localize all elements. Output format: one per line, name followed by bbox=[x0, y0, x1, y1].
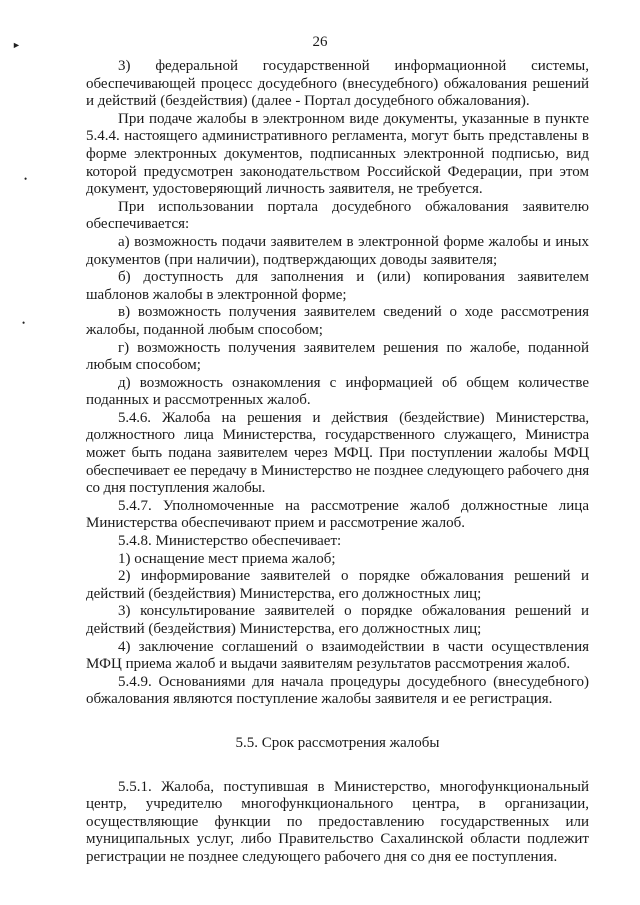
paragraph: При подаче жалобы в электронном виде документы, указанные в пункте 5.4.4. настоящего административного регламента, могут быть представлены в форме электронных документов, подписанных электронной подписью, вид которой предусмотрен законодательством Российской Федерации, при этом документ, удостоверяющий личность заявителя, не требуется. bbox=[86, 110, 589, 198]
margin-mark-3: • bbox=[22, 318, 26, 328]
paragraph: 5.5.1. Жалоба, поступившая в Министерство, многофункциональный центр, учредителю многофункционального центра, в организации, осуществляющие функции по предоставлению государственных или муниципальных услуг, либо Правительство Сахалинской области подлежит регистрации не позднее следующего рабочего дня со дня ее поступления. bbox=[86, 778, 589, 865]
paragraph: д) возможность ознакомления с информацией об общем количестве поданных и рассмотренных жалоб. bbox=[86, 374, 589, 409]
page-number: 26 bbox=[312, 34, 328, 50]
paragraph: 4) заключение соглашений о взаимодействии в части осуществления МФЦ приема жалоб и выдачи заявителям результатов рассмотрения жалоб. bbox=[86, 638, 589, 673]
paragraph: 3) консультирование заявителей о порядке обжалования решений и действий (бездействия) Министерства, его должностных лиц; bbox=[86, 603, 589, 637]
paragraph: 1) оснащение мест приема жалоб; bbox=[118, 550, 336, 567]
margin-mark-2: • bbox=[24, 174, 28, 184]
paragraph: 3) федеральной государственной информационной системы, обеспечивающей процесс досудебного (внесудебного) обжалования решений и действий (бездействия) (далее - Портал досудебного обжалования). bbox=[86, 58, 589, 110]
paragraph: б) доступность для заполнения и (или) копирования заявителем шаблонов жалобы в электронной форме; bbox=[86, 269, 589, 303]
paragraph: г) возможность получения заявителем решения по жалобе, поданной любым способом; bbox=[86, 339, 589, 374]
paragraph: 5.4.6. Жалоба на решения и действия (бездействие) Министерства, должностного лица Министерства, государственного служащего, Министра может быть подана заявителем через МФЦ. При поступлении жалобы МФЦ обеспечивает ее передачу в Министерство не позднее следующего рабочего дня со дня поступления жалобы. bbox=[86, 409, 589, 497]
margin-mark-1: ► bbox=[12, 40, 21, 50]
paragraph: 5.4.7. Уполномоченные на рассмотрение жалоб должностные лица Министерства обеспечивают прием и рассмотрение жалоб. bbox=[86, 497, 589, 532]
paragraph: 5.4.8. Министерство обеспечивает: bbox=[118, 533, 342, 550]
section-heading: 5.5. Срок рассмотрения жалобы bbox=[235, 734, 440, 751]
paragraph: 5.4.9. Основаниями для начала процедуры досудебного (внесудебного) обжалования являются поступление жалобы заявителя и ее регистрация. bbox=[86, 673, 589, 708]
paragraph: в) возможность получения заявителем сведений о ходе рассмотрения жалобы, поданной любым способом; bbox=[86, 304, 589, 338]
paragraph: При использовании портала досудебного обжалования заявителю обеспечивается: bbox=[86, 198, 589, 233]
paragraph: 2) информирование заявителей о порядке обжалования решений и действий (бездействия) Министерства, его должностных лиц; bbox=[86, 568, 589, 602]
paragraph: а) возможность подачи заявителем в электронной форме жалобы и иных документов (при наличии), подтверждающих доводы заявителя; bbox=[86, 233, 589, 268]
document-body bbox=[86, 58, 589, 867]
